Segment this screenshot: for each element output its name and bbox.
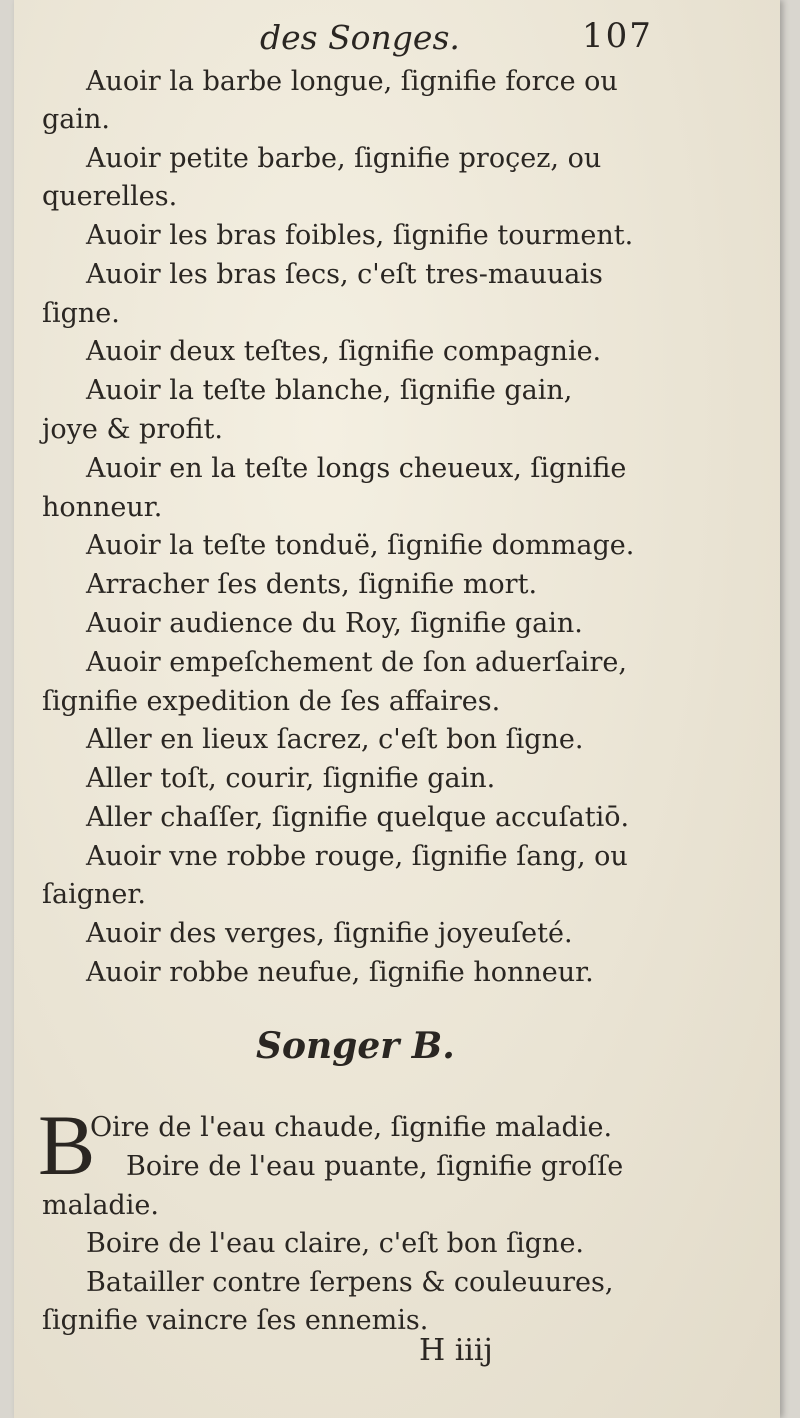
text-line: Auoir les bras foibles, ſignifie tourment. bbox=[86, 220, 634, 251]
section-heading: Songer B. bbox=[256, 1025, 455, 1067]
text-line: Auoir audience du Roy, ſignifie gain. bbox=[86, 608, 583, 639]
text-line: Aller toſt, courir, ſignifie gain. bbox=[86, 763, 496, 794]
text-line: Auoir en la teſte longs cheueux, ſignifie bbox=[86, 453, 627, 484]
text-line: Batailler contre ſerpens & couleuures, bbox=[86, 1267, 614, 1298]
text-line: Auoir des verges, ſignifie joyeuſeté. bbox=[86, 918, 573, 949]
text-line: Aller chaſſer, ſignifie quelque accuſatiō. bbox=[86, 802, 630, 833]
text-line: Auoir les bras ſecs, c'eſt tres-mauuais bbox=[86, 259, 603, 290]
text-line: ſigne. bbox=[42, 298, 120, 329]
page-header bbox=[14, 14, 780, 64]
text-line: gain. bbox=[42, 104, 110, 135]
text-line: Auoir empeſchement de ſon aduerſaire, bbox=[86, 647, 627, 678]
page-number: 107 bbox=[582, 16, 653, 56]
text-line: querelles. bbox=[42, 181, 178, 212]
text-line: Auoir la barbe longue, ſignifie force ou bbox=[86, 66, 618, 97]
text-line: Auoir la teſte tonduë, ſignifie dommage. bbox=[86, 530, 635, 561]
text-line: Boire de l'eau puante, ſignifie groſſe bbox=[126, 1151, 624, 1182]
running-head: des Songes. bbox=[260, 18, 460, 57]
signature-mark: H iiij bbox=[419, 1333, 493, 1368]
text-line: Auoir robbe neufue, ſignifie honneur. bbox=[86, 957, 594, 988]
text-line: Auoir petite barbe, ſignifie proçez, ou bbox=[86, 143, 602, 174]
text-line: Arracher ſes dents, ſignifie mort. bbox=[86, 569, 538, 600]
text-line: Auoir deux teſtes, ſignifie compagnie. bbox=[86, 336, 602, 367]
text-line: Auoir la teſte blanche, ſignifie gain, bbox=[86, 375, 573, 406]
text-line: joye & profit. bbox=[42, 414, 223, 445]
text-line: ſignifie vaincre ſes ennemis. bbox=[42, 1305, 429, 1336]
drop-cap: B bbox=[38, 1097, 96, 1193]
text-line: Aller en lieux ſacrez, c'eſt bon ſigne. bbox=[86, 724, 584, 755]
text-line: ſaigner. bbox=[42, 879, 146, 910]
text-line: ſignifie expedition de ſes affaires. bbox=[42, 686, 501, 717]
text-line: Boire de l'eau claire, c'eſt bon ſigne. bbox=[86, 1228, 585, 1259]
book-page bbox=[14, 0, 780, 1418]
text-line: honneur. bbox=[42, 492, 163, 523]
text-line: Oire de l'eau chaude, ſignifie maladie. bbox=[90, 1112, 613, 1143]
text-line: maladie. bbox=[42, 1190, 159, 1221]
text-line: Auoir vne robbe rouge, ſignifie ſang, ou bbox=[86, 841, 628, 872]
